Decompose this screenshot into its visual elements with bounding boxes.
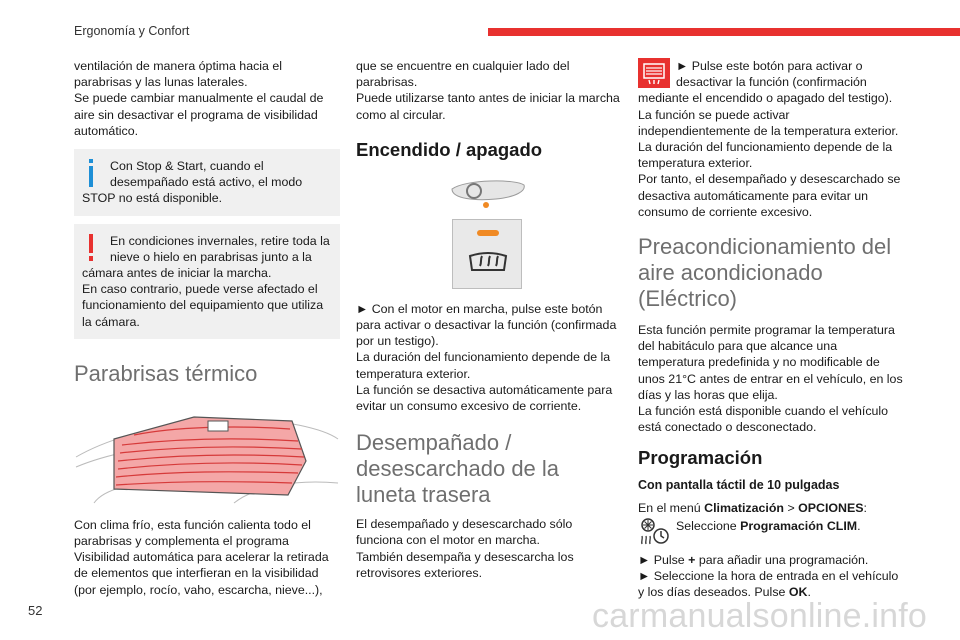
heated-windscreen-illustration [74, 399, 340, 507]
header-accent-bar [488, 28, 960, 36]
paragraph: ► Con el motor en marcha, pulse este botón para activar o desactivar la función (confirmada por un testigo). [356, 301, 617, 349]
section-heading: Desempañado / desescarchado de la luneta trasera [356, 430, 560, 508]
section-heading: Parabrisas térmico [74, 360, 258, 386]
paragraph: ventilación de manera óptima hacia el parabrisas y las lunas laterales. [74, 59, 283, 90]
section-heading: Preacondicionamiento del aire acondicionado (Eléctrico) [638, 234, 892, 312]
step: ► Seleccione la hora de entrada en el vehículo y los días deseados. Pulse OK. [638, 569, 899, 600]
paragraph: También desempaña y desescarcha los retrovisores exteriores. [356, 549, 574, 580]
paragraph: desactivar la función (confirmación [676, 75, 867, 90]
paragraph: mediante el encendido o apagado del testigo). [638, 91, 893, 106]
rear-defrost-icon [638, 58, 670, 88]
paragraph: La función se desactiva automáticamente para evitar un consumo excesivo de corriente. [356, 382, 613, 414]
paragraph: ► Pulse este botón para activar o [676, 59, 863, 73]
paragraph: La función se puede activar independientemente de la temperatura exterior. [638, 107, 899, 138]
paragraph: Por tanto, el desempañado y desescarchado se desactiva automáticamente para evitar un consumo de corriente excesivo. [638, 172, 901, 219]
column-1 [74, 58, 340, 598]
info-note [74, 149, 340, 216]
info-icon [86, 158, 96, 188]
menu-item: OPCIONES [798, 500, 864, 515]
paragraph: Puede utilizarse tanto antes de iniciar la marcha como al circular. [356, 91, 620, 122]
running-header: Ergonomía y Confort [74, 24, 190, 38]
climate-programming-icon [638, 516, 670, 546]
warning-icon [86, 233, 96, 263]
note-text: En condiciones invernales, retire toda la [110, 233, 330, 248]
step: ► Pulse + para añadir una programación. [638, 552, 869, 567]
column-3 [638, 58, 904, 600]
windscreen-heating-icon [468, 246, 508, 276]
column-2 [356, 58, 622, 581]
paragraph: Se puede cambiar manualmente el caudal de aire sin desactivar el programa de visibilidad automático. [74, 91, 324, 138]
warning-note [74, 224, 340, 339]
subheading: Con pantalla táctil de 10 pulgadas [638, 478, 840, 493]
paragraph: Con clima frío, esta función calienta todo el parabrisas y complementa el programa Visibilidad automática para acelerar la retirada de elementos que interfieran en la visibilidad (por ejemplo, rocío, vaho, escarcha, nieve...), [74, 517, 329, 597]
menu-item: Programación CLIM [740, 518, 858, 533]
watermark: carmanualsonline.info [592, 597, 927, 635]
menu-path: En el menú Climatización > OPCIONES: [638, 500, 867, 515]
paragraph: que se encuentre en cualquier lado del parabrisas. [356, 59, 570, 90]
note-text: cámara antes de iniciar la marcha. [82, 266, 272, 281]
page-number: 52 [28, 603, 43, 618]
steering-wheel-icon [356, 171, 622, 211]
note-text: En caso contrario, puede verse afectado el funcionamiento del equipamiento que utiliza la cámara. [82, 282, 324, 329]
note-text: Con Stop & Start, cuando el [110, 159, 264, 174]
paragraph: El desempañado y desescarchado sólo funciona con el motor en marcha. [356, 517, 573, 548]
paragraph: La duración del funcionamiento depende de la temperatura exterior. [356, 350, 611, 381]
paragraph: La duración del funcionamiento depende de la temperatura exterior. [638, 140, 893, 171]
paragraph: Esta función permite programar la temperatura del habitáculo para que alcance una temperatura predefinida y no modificable de unos 21°C antes de entrar en el vehículo, en los días y las horas que elija. [638, 323, 903, 402]
paragraph: La función está disponible cuando el vehículo está conectado o desconectado. [638, 404, 889, 435]
menu-item: Climatización [704, 500, 784, 515]
section-heading: Programación [638, 447, 763, 469]
note-text: STOP no está disponible. [82, 191, 223, 206]
note-text: nieve o hielo en parabrisas junto a la [110, 249, 312, 264]
note-text: desempañado está activo, el modo [110, 175, 303, 190]
heated-windscreen-button[interactable] [452, 219, 522, 289]
indicator-light [477, 230, 499, 236]
section-heading: Encendido / apagado [356, 138, 543, 160]
select-row: Seleccione Programación CLIM. [638, 516, 904, 546]
